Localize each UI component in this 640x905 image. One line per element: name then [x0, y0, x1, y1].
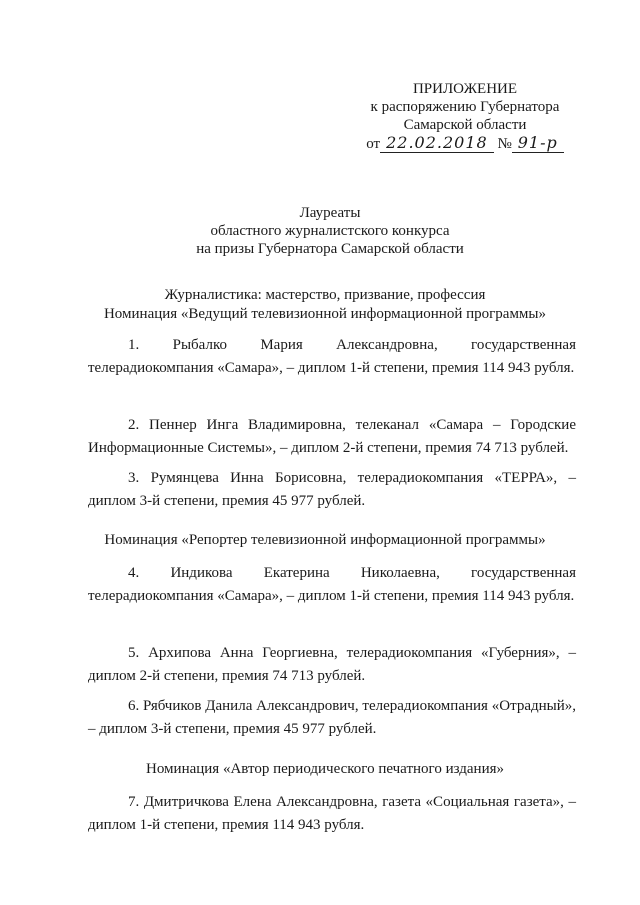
appendix-date-line [350, 134, 580, 153]
section-1-line-2: Номинация «Ведущий телевизионной информационной программы» [103, 306, 547, 322]
laureate-entry-5: 5. Архипова Анна Георгиевна, телерадиокомпания «Губерния», – диплом 2-й степени, премия 74 713 рублей. [88, 645, 576, 684]
laureate-entry-4: 4. Индикова Екатерина Николаевна, государственная телерадиокомпания «Самара», – диплом 1-й степени, премия 114 943 рубля. [88, 565, 576, 604]
section-heading-3 [90, 760, 560, 779]
document-title [110, 204, 550, 258]
title-line-2: областного журналистского конкурса [210, 223, 450, 239]
laureate-entry-2: 2. Пеннер Инга Владимировна, телеканал «Самара – Городские Информационные Системы», – диплом 2-й степени, премия 74 713 рублей. [88, 417, 576, 456]
appendix-block [350, 80, 580, 153]
laureate-entry-1: 1. Рыбалко Мария Александровна, государственная телерадиокомпания «Самара», – диплом 1-й степени, премия 114 943 рубля. [88, 337, 576, 376]
section-heading-1 [90, 286, 560, 324]
handwritten-number: 91-р [512, 134, 564, 153]
section-1-line-1: Журналистика: мастерство, призвание, профессия [164, 287, 486, 303]
title-line-3: на призы Губернатора Самарской области [196, 241, 464, 257]
laureate-entry-3: 3. Румянцева Инна Борисовна, телерадиокомпания «ТЕРРА», – диплом 3-й степени, премия 45 977 рублей. [88, 470, 576, 509]
section-2-line-1: Номинация «Репортер телевизионной информационной программы» [104, 532, 546, 548]
appendix-heading: ПРИЛОЖЕНИЕ [412, 81, 518, 97]
laureate-entry-7: 7. Дмитричкова Елена Александровна, газета «Социальная газета», – диплом 1-й степени, премия 114 943 рубля. [88, 794, 576, 833]
date-prefix: от [366, 136, 381, 152]
section-3-line-1: Номинация «Автор периодического печатного издания» [146, 761, 504, 777]
appendix-line-2: Самарской области [403, 117, 527, 133]
laureate-entry-6: 6. Рябчиков Данила Александрович, телерадиокомпания «Отрадный», – диплом 3-й степени, премия 45 977 рублей. [88, 698, 576, 737]
appendix-line-1: к распоряжению Губернатора [370, 99, 560, 115]
number-prefix: № [497, 136, 512, 152]
handwritten-date: 22.02.2018 [380, 134, 494, 153]
title-line-1: Лауреаты [299, 205, 361, 221]
section-heading-2 [90, 531, 560, 550]
